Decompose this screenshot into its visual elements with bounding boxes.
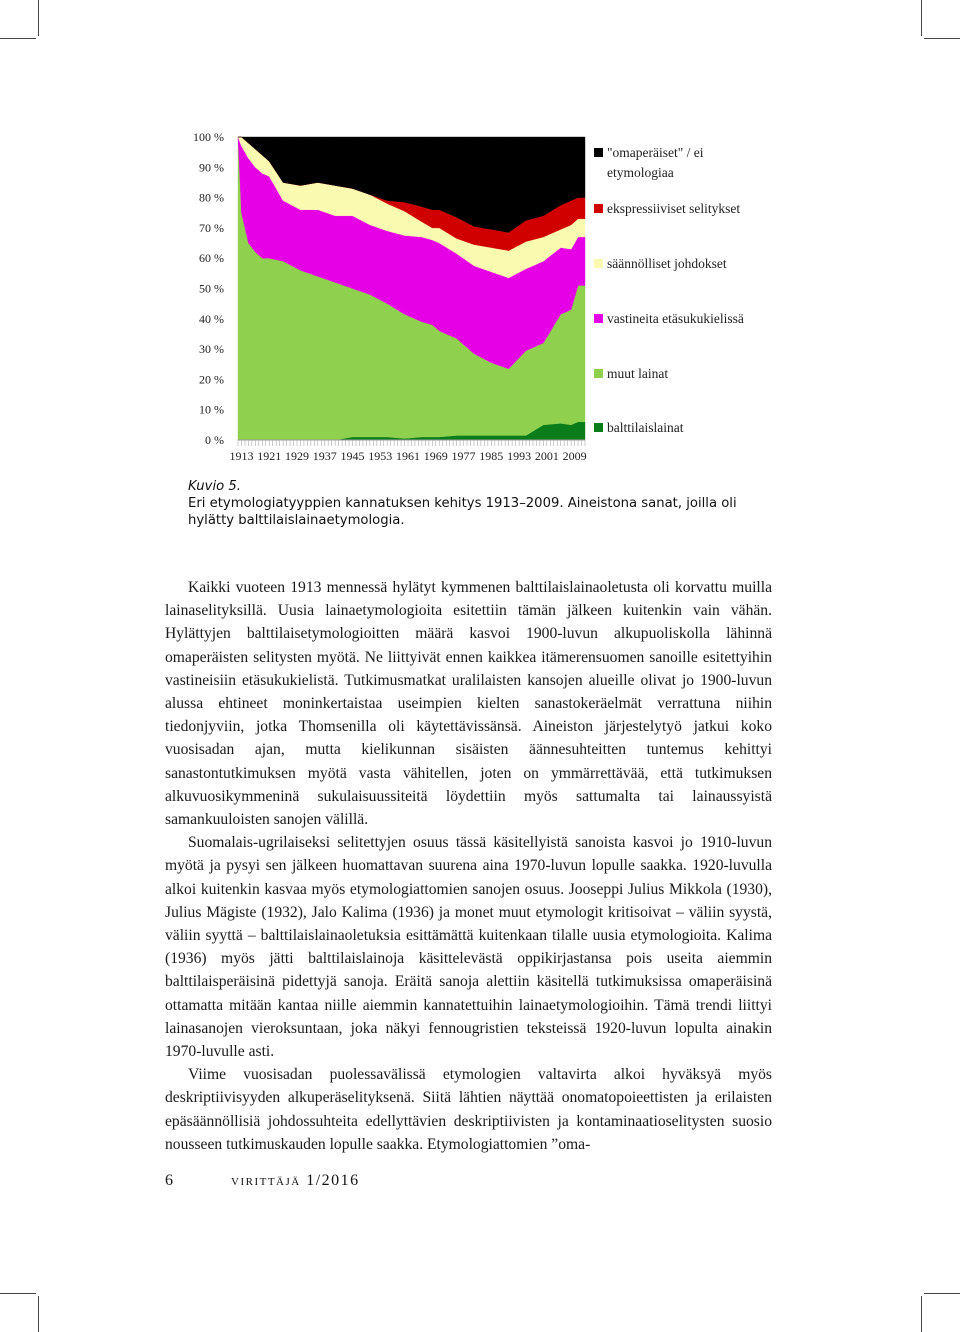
legend-label: muut lainat [607,366,669,381]
legend-swatch [594,204,603,213]
crop-mark-top-right-h [924,38,960,39]
x-tick-label: 1985 [479,449,504,463]
x-tick-label: 2009 [562,449,587,463]
legend-label: balttilaislainat [607,420,684,435]
crop-mark-bottom-left-h [0,1293,36,1294]
x-tick-label: 1993 [507,449,532,463]
legend-swatch [594,259,603,268]
page-number: 6 [165,1172,173,1189]
crop-mark-bottom-right-h [924,1293,960,1294]
figure-caption [188,478,768,529]
x-tick-label: 2001 [534,449,559,463]
y-tick-label: 80 % [199,190,224,205]
page-footer [165,1172,360,1190]
x-tick-label: 1953 [368,449,393,463]
legend-label: vastineita etäsukukielissä [607,311,744,326]
paragraph-2: Suomalais-ugrilaiseksi selitettyjen osuus tässä käsitellyistä sanoista kasvoi jo 1910-luvun myötä ja pysyi sen jälkeen huomattavan suurena aina 1970-luvun lopulle saakka. 1920-luvulla alkoi kuitenkin kasvaa myös etymologiattomien sanojen osuus. Jooseppi Julius Mikkola (1930), Julius Mägiste (1932), Jalo Kalima (1936) ja monet muut etymologit kritisoivat – väliin syystä, väliin syyttä – balttilaislainaoletuksia esittämättä kuitenkaan tilalle uusia etymologioita. Kalima (1936) myös jätti balttilaislainoja käsittelevästä oppikirjastansa pois useita aiemmin balttilaisperäisinä pidettyjä sanoja. Eräitä sanoja alettiin käsitellä tutkimuksissa omaperäisinä ottamatta mitään kantaa niille aiemmin kannatettuihin lainaetymologioihin. Tämä trendi liittyi lainasanojen vieroksuntaan, joka näkyi fennougristien teksteissä 1920-luvun lopulta ainakin 1970-luvulle asti. [165,834,772,1061]
stacked-area-chart [190,125,750,470]
y-tick-label: 0 % [205,433,224,447]
y-tick-label: 70 % [199,220,224,235]
y-tick-label: 40 % [199,311,224,326]
y-tick-label: 60 % [199,251,224,266]
legend-swatch [594,148,603,157]
legend-label: säännölliset johdokset [607,256,727,271]
body-text [165,576,772,1156]
x-tick-label: 1929 [284,449,309,463]
y-tick-label: 90 % [199,160,224,175]
crop-mark-top-left-h [0,38,36,39]
x-tick-label: 1977 [451,449,476,463]
y-tick-label: 30 % [199,342,224,357]
y-tick-label: 50 % [199,281,224,296]
y-tick-label: 20 % [199,372,224,387]
legend-label: ekspressiiviset selitykset [607,201,741,216]
x-tick-label: 1921 [257,449,282,463]
legend-swatch [594,369,603,378]
legend-swatch [594,314,603,323]
crop-mark-bottom-left-v [38,1296,39,1332]
paragraph-1: Kaikki vuoteen 1913 mennessä hylätyt kymmenen balttilaislainaoletusta oli korvattu muilla lainaselityksillä. Uusia lainaetymologioita esitettiin tämän jälkeen kuitenkin vain vähän. Hylättyjen balttilaisetymologioitten määrä kasvoi 1900-luvun alkupuoliskolla lähinnä omaperäisten selitysten myötä. Ne liittyivät ennen kaikkea itämerensuomen sanoille esitettyihin vastineisiin etäsukukielistä. Tutkimusmatkat uralilaisten kansojen alueille olivat jo 1900-luvun alussa ehtineet moninkertaistaa useimpien kielten sanastokeräelmät verrattuna niihin tiedonjyviin, jotka Thomsenilla oli käytettävissänsä. Aineiston järjestelytyö jatkui koko vuosisadan ajan, mutta kielikunnan sisäisten äännesuhteitten tuntemus kehittyi sanastontutkimuksen myötä vasta vähitellen, joten on ymmärrettävää, että tutkimuksen alkuvuosikymmeninä sukulaisuussiteitä löydettiin myös sattumalta tai lainaussyistä samankuuloisten sanojen välillä. [165,579,772,829]
x-tick-label: 1961 [396,449,421,463]
paragraph-3: Viime vuosisadan puolessavälissä etymologien valtavirta alkoi hyväksyä myös deskriptiivisyyden alkuperäselityksenä. Siitä lähtien näyttää onomatopoieettisten ja erilaisten epäsäännöllisiä johdossuhteita edellyttävien deskriptiivisten ja kontaminaatioselitysten suosio nousseen tutkimuskauden lopulle saakka. Etymologiattomien ”oma- [165,1066,772,1153]
legend-swatch [594,423,603,432]
crop-mark-top-left-v [38,0,39,36]
y-tick-label: 10 % [199,402,224,417]
y-tick-label: 100 % [193,130,224,144]
caption-text: Eri etymologiatyyppien kannatuksen kehitys 1913–2009. Aineistona sanat, joilla oli hylätty balttilaislainaetymologia. [188,496,737,528]
x-tick-label: 1913 [229,449,254,463]
crop-mark-top-right-v [921,0,922,36]
x-tick-label: 1945 [340,449,365,463]
x-tick-label: 1937 [312,449,337,463]
crop-mark-bottom-right-v [921,1296,922,1332]
chart-svg [190,125,750,470]
caption-title: Kuvio 5. [188,479,241,494]
journal-name: virittäjä 1/2016 [231,1172,360,1189]
legend-label: "omaperäiset" / ei etymologiaa [607,145,704,180]
x-tick-label: 1969 [423,449,448,463]
